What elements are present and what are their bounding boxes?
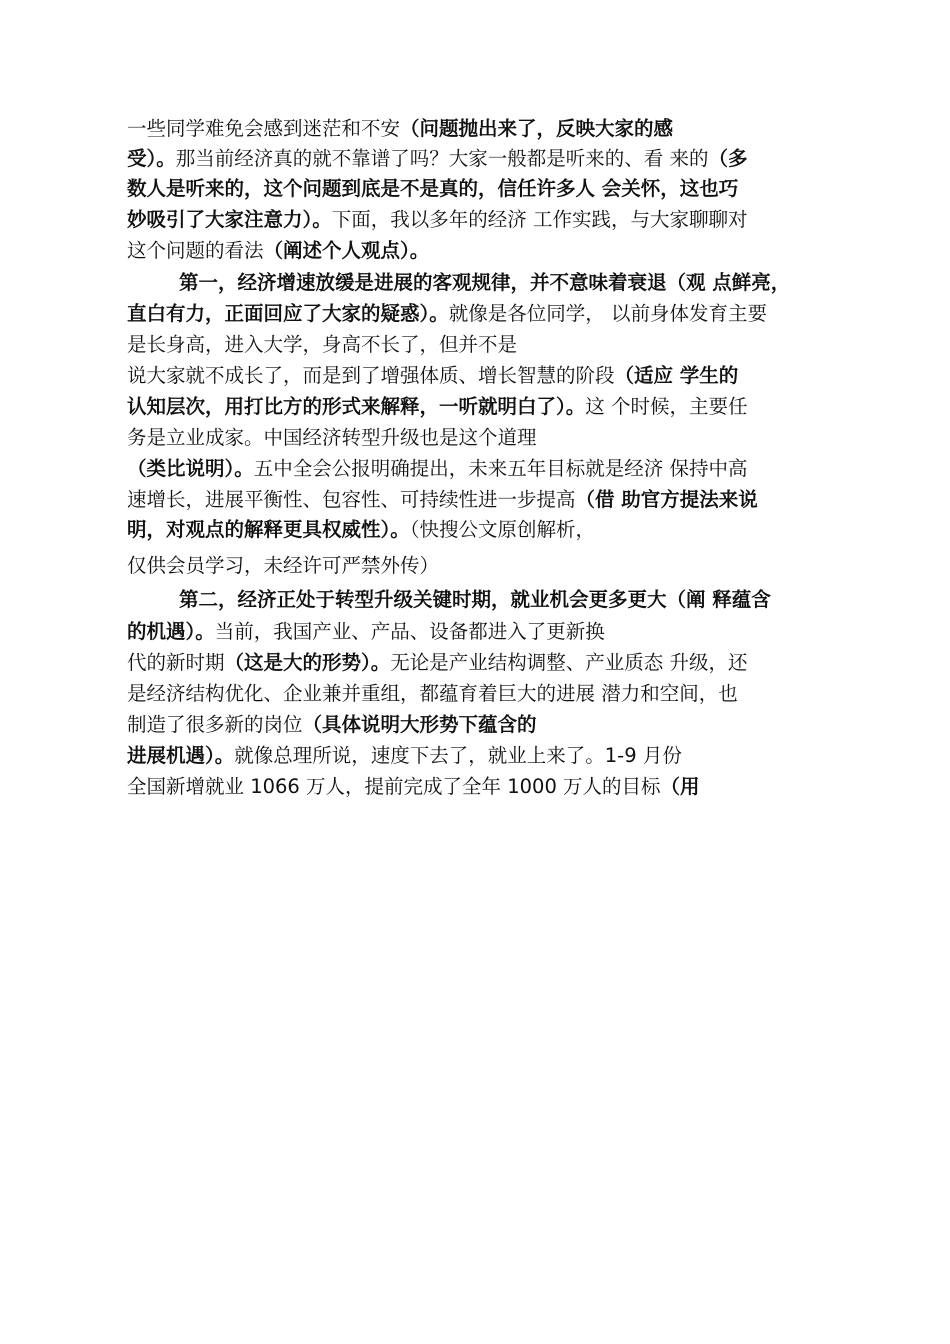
bold-annotation: 的机遇）。	[127, 620, 215, 643]
text-line	[127, 551, 847, 581]
text-run: 就像是各位同学， 以前身体发育主要	[448, 302, 767, 325]
bold-annotation: 数人是听来的，这个问题到底是不是真的，信任许多人 会关怀，这也巧	[127, 177, 739, 200]
bold-annotation: 认知层次，用打比方的形式来解释，一听就明白了）。	[127, 395, 586, 418]
bold-annotation: （问题抛出来了，反映大家的感	[400, 117, 674, 140]
text-run: 说大家就不成长了，而是到了增强体质、增长智慧的阶段	[127, 364, 615, 387]
text-run: （快搜公文原创解析，	[409, 518, 596, 541]
bold-annotation: （用	[660, 775, 700, 798]
text-run: 这 个时候，主要任	[585, 395, 748, 418]
text-run: 就像总理所说，速度下去了，就业上来了。1-9 月份	[234, 744, 682, 767]
text-line	[127, 392, 847, 422]
text-line	[127, 423, 847, 453]
text-line	[127, 772, 847, 802]
text-line	[127, 236, 847, 266]
bold-annotation: 妙吸引了大家注意力）。	[127, 208, 332, 231]
bold-annotation: 受）。	[127, 147, 176, 170]
text-line	[127, 454, 847, 484]
text-line	[127, 485, 847, 515]
text-run: 那当前经济真的就不靠谱了吗？大家一般都是听来的、看 来的	[175, 147, 709, 170]
text-run: 仅供会员学习，未经许可严禁外传）	[127, 554, 440, 577]
text-line	[127, 144, 847, 174]
text-line	[127, 114, 847, 144]
text-run: 五中全会公报明确提出，未来五年目标就是经济 保持中高	[253, 457, 748, 480]
text-line	[179, 585, 847, 615]
text-run: 是经济结构优化、企业兼并重组，都蕴育着巨大的进展 潜力和空间，也	[127, 682, 738, 705]
bold-annotation: （阐述个人观点）。	[263, 239, 430, 262]
text-run: 制造了很多新的岗位	[127, 713, 303, 736]
point-heading: 第二，经济正处于转型升级关键时期，就业机会更多更大（阐 释蕴含	[179, 588, 771, 611]
point-heading: 第一，经济增速放缓是进展的客观规律，并不意味着衰退（观 点鲜亮，	[179, 271, 791, 294]
text-line	[127, 710, 847, 740]
bold-annotation: （借 助官方提法来说	[575, 488, 758, 511]
text-line	[127, 361, 847, 391]
text-line	[179, 268, 847, 298]
text-line	[127, 617, 847, 647]
bold-annotation: 明，对观点的解释更具权威性）。	[127, 518, 410, 541]
text-run: 代的新时期	[127, 651, 225, 674]
text-run: 下面，我以多年的经济 工作实践，与大家聊聊对	[331, 208, 748, 231]
text-line	[127, 174, 847, 204]
text-run: 是长身高，进入大学，身高不长了，但并不是	[127, 333, 518, 356]
text-line	[127, 299, 847, 329]
text-line	[127, 205, 847, 235]
text-run: 这个问题的看法	[127, 239, 264, 262]
bold-annotation: 进展机遇）。	[127, 744, 235, 767]
bold-annotation: （多	[708, 147, 748, 170]
text-line	[127, 679, 847, 709]
bold-annotation: （这是大的形势）。	[224, 651, 391, 674]
bold-annotation: 直白有力，正面回应了大家的疑惑）。	[127, 302, 449, 325]
text-run: 无论是产业结构调整、产业质态 升级，还	[390, 651, 748, 674]
bold-annotation: （具体说明大形势下蕴含的	[302, 713, 537, 736]
text-run: 务是立业成家。中国经济转型升级也是这个道理	[127, 426, 537, 449]
text-run: 速增长，进展平衡性、包容性、可持续性进一步提高	[127, 488, 576, 511]
text-run: 全国新增就业 1066 万人，提前完成了全年 1000 万人的目标	[127, 775, 661, 798]
text-line	[127, 330, 847, 360]
text-line	[127, 515, 847, 545]
text-line	[127, 648, 847, 678]
text-run: 一些同学难免会感到迷茫和不安	[127, 117, 401, 140]
text-run: 当前，我国产业、产品、设备都进入了更新换	[214, 620, 605, 643]
bold-annotation: （类比说明）。	[127, 457, 254, 480]
bold-annotation: （适应 学生的	[614, 364, 739, 387]
text-line	[127, 741, 847, 771]
